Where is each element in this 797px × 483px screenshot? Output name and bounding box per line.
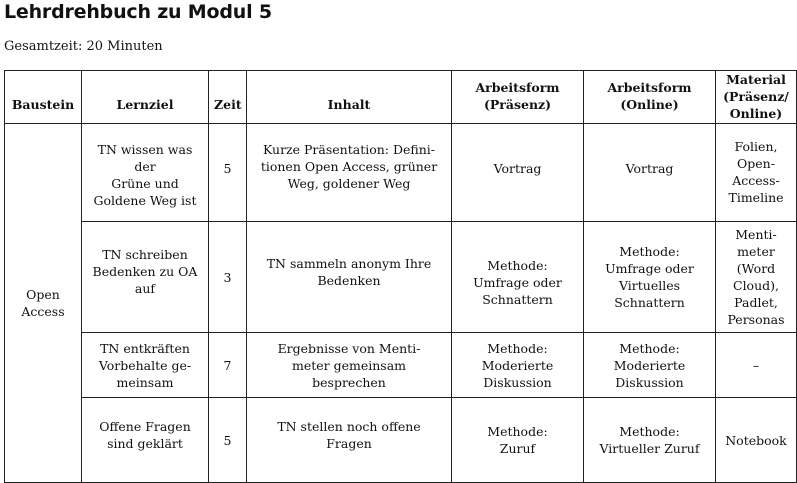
cell-line: Virtuelles <box>618 278 681 293</box>
cell-line: Weg, goldener Weg <box>287 176 411 191</box>
material-cell <box>716 222 797 333</box>
inhalt-cell <box>247 333 452 398</box>
cell-line: Umfrage oder <box>605 261 694 276</box>
header-line: Material <box>726 72 786 87</box>
baustein-cell <box>5 124 82 483</box>
baustein-line: Access <box>21 304 65 319</box>
zeit-cell: 5 <box>209 124 247 222</box>
cell-line: sind geklärt <box>107 436 183 451</box>
inhalt-cell <box>247 398 452 483</box>
cell-line: Kurze Präsentation: Defini- <box>262 142 436 157</box>
cell-line: TN stellen noch offene <box>277 419 421 434</box>
cell-line: Zuruf <box>499 441 536 456</box>
cell-line: Methode: <box>487 424 548 439</box>
header-row <box>5 71 797 124</box>
cell-line: – <box>752 357 760 373</box>
online-cell <box>584 398 716 483</box>
header-line: Arbeitsform <box>607 80 692 95</box>
header-lernziel: Lernziel <box>82 71 209 124</box>
cell-line: Diskussion <box>483 374 552 390</box>
cell-line: Methode: <box>619 244 680 259</box>
cell-line: Ergebnisse von Menti- <box>277 340 421 356</box>
praesenz-cell <box>452 398 584 483</box>
baustein-line: Open <box>26 287 60 302</box>
cell-line: Timeline <box>728 190 784 205</box>
cell-line: Moderierte <box>613 357 686 373</box>
header-arbeitsform-praesenz <box>452 71 584 124</box>
material-cell <box>716 398 797 483</box>
cell-line: Menti- <box>735 227 777 242</box>
cell-line: Cloud), <box>733 278 779 293</box>
online-cell <box>584 124 716 222</box>
cell-line: (Word <box>736 261 776 276</box>
inhalt-cell <box>247 222 452 333</box>
document-title: Lehrdrehbuch zu Modul 5 <box>4 1 272 23</box>
cell-line: Schnattern <box>482 291 553 307</box>
table-row <box>5 222 797 333</box>
table-row <box>5 398 797 483</box>
header-baustein: Baustein <box>5 71 82 124</box>
inhalt-cell <box>247 124 452 222</box>
cell-line: Grüne und <box>111 176 179 191</box>
header-material <box>716 71 797 124</box>
cell-line: Methode: <box>619 340 680 356</box>
cell-line: Methode: <box>487 257 548 273</box>
cell-line: Schnattern <box>614 295 685 310</box>
cell-line: auf <box>134 281 156 296</box>
praesenz-cell <box>452 222 584 333</box>
cell-line: Notebook <box>725 432 787 448</box>
zeit-cell: 3 <box>209 222 247 333</box>
cell-line: Umfrage oder <box>473 274 562 290</box>
cell-line: TN sammeln anonym Ihre <box>266 256 432 271</box>
cell-line: TN wissen was der <box>97 142 193 174</box>
cell-line: Methode: <box>487 340 548 356</box>
header-line: (Präsenz) <box>483 97 552 112</box>
cell-line: Bedenken <box>317 273 381 288</box>
lesson-plan-table <box>4 70 797 483</box>
cell-line: Fragen <box>326 436 372 451</box>
cell-line: Goldene Weg ist <box>93 193 197 208</box>
table-row <box>5 124 797 222</box>
cell-line: TN schreiben <box>102 247 188 262</box>
praesenz-cell <box>452 124 584 222</box>
cell-line: meinsam <box>116 374 174 390</box>
lernziel-cell <box>82 398 209 483</box>
cell-line: Access- <box>732 173 780 188</box>
cell-line: besprechen <box>312 374 386 390</box>
header-line: (Online) <box>620 97 679 112</box>
header-line: (Präsenz/ <box>723 89 789 104</box>
cell-line: Open- <box>737 156 775 171</box>
lernziel-cell <box>82 333 209 398</box>
cell-line: TN entkräften <box>100 340 190 356</box>
material-cell <box>716 333 797 398</box>
cell-line: Vortrag <box>493 161 542 176</box>
cell-line: Folien, <box>734 139 778 154</box>
online-cell <box>584 222 716 333</box>
praesenz-cell <box>452 333 584 398</box>
cell-line: Personas <box>727 312 785 327</box>
table-row <box>5 333 797 398</box>
total-time: Gesamtzeit: 20 Minuten <box>4 39 163 54</box>
cell-line: Vorbehalte ge- <box>98 357 192 373</box>
cell-line: Offene Fragen <box>99 419 191 434</box>
header-line: Arbeitsform <box>475 80 560 95</box>
zeit-cell: 7 <box>209 333 247 398</box>
header-inhalt: Inhalt <box>247 71 452 124</box>
header-line: Online) <box>729 106 783 121</box>
cell-line: meter gemeinsam <box>291 357 407 373</box>
material-cell <box>716 124 797 222</box>
header-zeit: Zeit <box>209 71 247 124</box>
zeit-cell: 5 <box>209 398 247 483</box>
cell-line: Diskussion <box>615 374 684 390</box>
cell-line: Virtueller Zuruf <box>599 441 700 456</box>
cell-line: Bedenken zu OA <box>92 264 198 279</box>
cell-line: Moderierte <box>481 357 554 373</box>
cell-line: Padlet, <box>734 295 778 310</box>
header-arbeitsform-online <box>584 71 716 124</box>
cell-line: Methode: <box>619 424 680 439</box>
cell-line: meter <box>737 244 775 259</box>
lernziel-cell <box>82 124 209 222</box>
online-cell <box>584 333 716 398</box>
cell-line: tionen Open Access, grüner <box>260 159 438 174</box>
cell-line: Vortrag <box>625 161 674 176</box>
lernziel-cell <box>82 222 209 333</box>
